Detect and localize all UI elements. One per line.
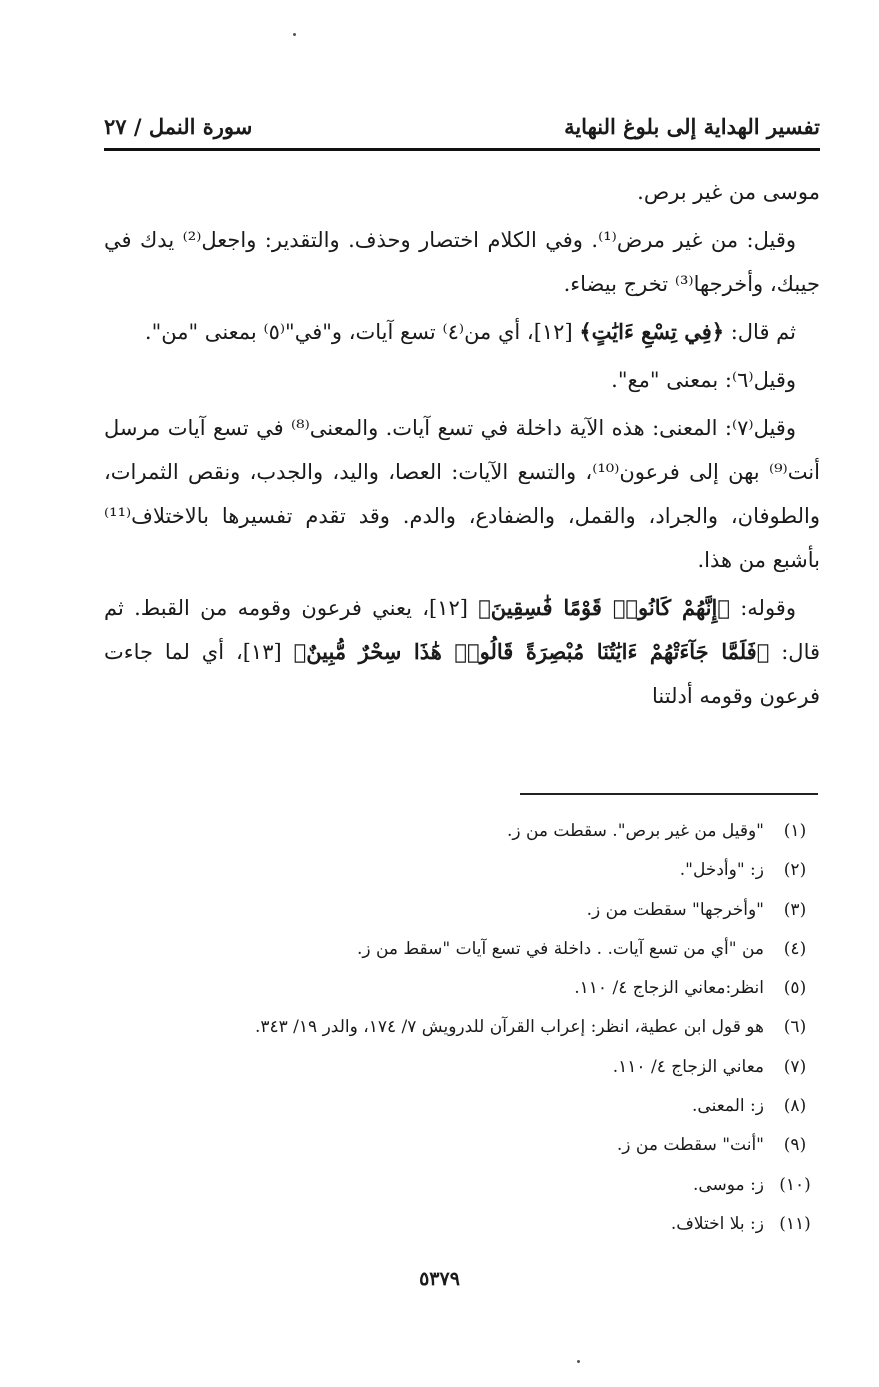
paragraph-4: وقيل⁽٦⁾: بمعنى "مع".: [611, 368, 796, 392]
footnote-item: [104, 969, 820, 1008]
footnote-item: [104, 851, 820, 890]
paragraph-6-lead: وقوله:: [729, 596, 796, 620]
scan-speck: [293, 33, 296, 36]
header-rule: [104, 148, 820, 151]
footnote-item: [104, 1008, 820, 1047]
surah-label: سورة النمل / ٢٧: [104, 113, 253, 139]
paragraph-6-middle: [١٢]، يعني فرعون وقومه من القبط. ثم قال:: [104, 596, 820, 664]
footnote-text: ز: "وأدخل".: [679, 860, 764, 881]
footnote-number: (٩): [783, 1135, 807, 1156]
quran-quote: ﴿إِنَّهُمْ كَانُوا۟ قَوْمًا فَٰسِقِينَ﴾: [478, 595, 730, 620]
footnotes-list: [104, 812, 820, 1244]
footnote-text: "وأخرجها" سقطت من ز.: [586, 899, 764, 920]
footnote-number: (٧): [783, 1056, 807, 1077]
footnote-item: [104, 1126, 820, 1165]
quran-quote: ﴿فَلَمَّا جَآءَتْهُمْ ءَايَٰتُنَا مُبْصِرَةً قَالُوا۟ هَٰذَا سِحْرٌ مُّبِينٌ﴾: [293, 639, 770, 664]
footnote-text: معاني الزجاج ٤/ ١١٠.: [612, 1056, 764, 1077]
paragraph-3-rest: [١٢]، أي من⁽٤⁾ تسع آيات، و"في"⁽٥⁾ بمعنى "من".: [144, 320, 580, 344]
footnote-separator: [520, 793, 818, 795]
footnote-text: "وقيل من غير برص". سقطت من ز.: [506, 821, 764, 841]
footnote-text: ز: المعنى.: [692, 1096, 764, 1117]
footnote-number: (٤): [783, 938, 807, 959]
paragraph-5: وقيل⁽٧⁾: المعنى: هذه الآية داخلة في تسع آيات. والمعنى⁽⁸⁾ في تسع آيات مرسل أنت⁽⁹⁾ بهن إلى فرعون⁽¹⁰⁾، والتسع الآيات: العصا، واليد، والجدب، ونقص الثمرات، والطوفان، والجراد، والقمل، والضفادع، والدم. وقد تقدم تفسيرها بالاختلاف⁽¹¹⁾ بأشبع من هذا.: [104, 416, 820, 572]
paragraph-6: [104, 586, 820, 718]
running-header: [104, 106, 820, 146]
page-number: ٥٣٧٩: [419, 1268, 460, 1290]
footnote-text: انظر:معاني الزجاج ٤/ ١١٠.: [574, 978, 764, 999]
footnote-item: [104, 930, 820, 969]
footnote-item: [104, 1087, 820, 1126]
book-title: تفسير الهداية إلى بلوغ النهاية: [564, 113, 820, 139]
footnote-number: (١): [783, 821, 807, 841]
footnote-item: [104, 812, 820, 851]
footnote-number: (٢): [783, 860, 807, 881]
footnote-item: [104, 891, 820, 930]
footnote-item: [104, 1048, 820, 1087]
footnote-item: [104, 1166, 820, 1205]
footnote-number: (١١): [779, 1213, 811, 1234]
paragraph-6-end: [١٣]، أي لما جاءت فرعون وقومه أدلتنا: [104, 640, 820, 708]
quran-quote: ﴿فِي تِسْعِ ءَايَٰتٍ﴾: [579, 319, 725, 344]
footnote-text: "أنت" سقطت من ز.: [616, 1135, 764, 1156]
footnote-number: (٨): [783, 1096, 807, 1117]
footnote-number: (١٠): [779, 1174, 811, 1195]
footnote-text: ز: موسى.: [692, 1174, 764, 1195]
footnote-number: (٥): [783, 978, 807, 999]
paragraph-3: [104, 310, 820, 354]
scan-speck: [577, 1360, 580, 1363]
footnote-number: (٦): [783, 1017, 807, 1038]
paragraph-1: موسى من غير برص.: [637, 180, 820, 204]
footnote-text: من "أي من تسع آيات. . داخلة في تسع آيات "سقط من ز.: [356, 938, 764, 959]
footnote-text: ز: بلا اختلاف.: [670, 1213, 764, 1234]
main-text: [104, 170, 820, 722]
footnote-text: هو قول ابن عطية، انظر: إعراب القرآن للدرويش ٧/ ١٧٤، والدر ١٩/ ٣٤٣.: [254, 1017, 764, 1038]
footnote-number: (٣): [783, 899, 807, 920]
paragraph-3-lead: ثم قال:: [724, 320, 796, 344]
paragraph-2: وقيل: من غير مرض⁽¹⁾. وفي الكلام اختصار وحذف. والتقدير: واجعل⁽²⁾ يدك في جيبك، وأخرجها⁽³⁾ تخرج بيضاء.: [104, 228, 820, 296]
footnote-item: [104, 1205, 820, 1244]
